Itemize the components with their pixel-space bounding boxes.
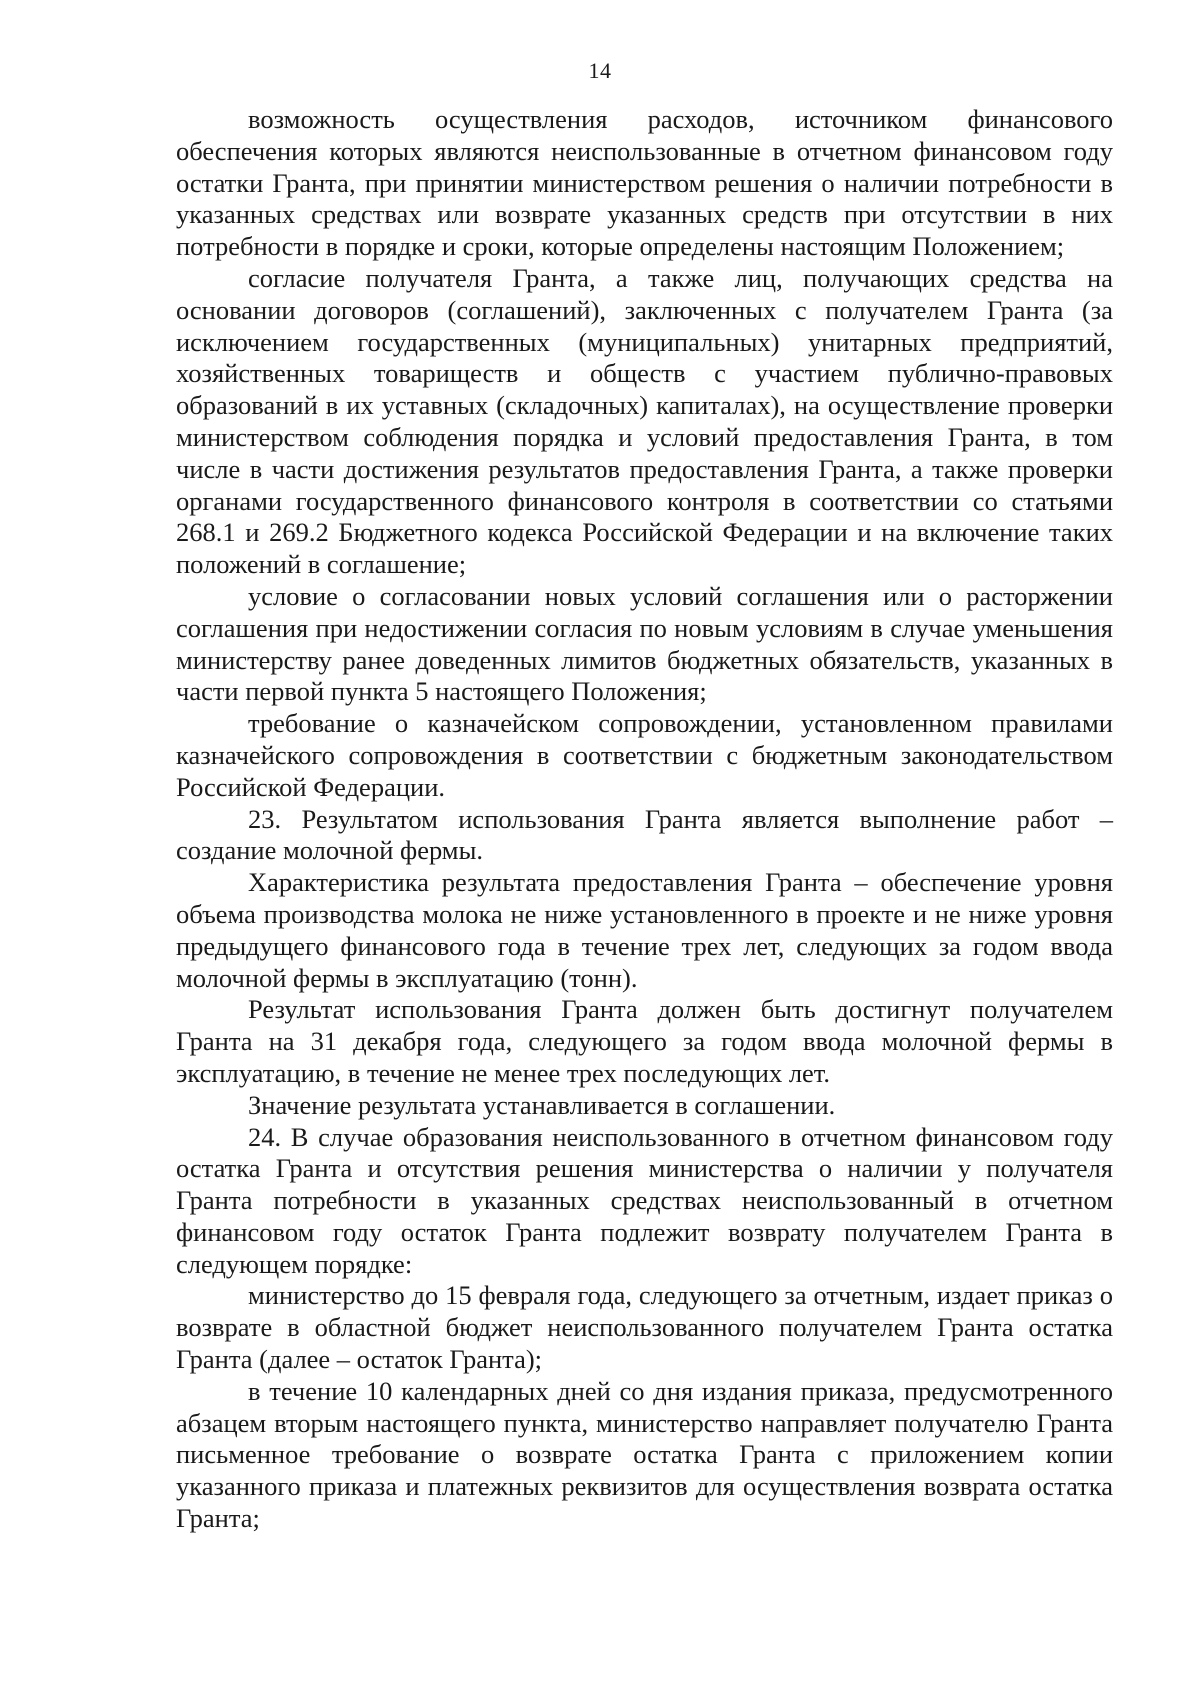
paragraph: Значение результата устанавливается в соглашении. xyxy=(248,1089,836,1120)
document-body xyxy=(176,104,1113,1535)
paragraph: требование о казначейском сопровождении, установленном правилами казначейского сопровождения в соответствии с бюджетным законодательством Российской Федерации. xyxy=(176,708,1113,802)
paragraph: согласие получателя Гранта, а также лиц, получающих средства на основании договоров (соглашений), заключенных с получателем Гранта (за исключением государственных (муниципальных) унитарных предприятий, хозяйственных товариществ и обществ с участием публично-правовых образований в их уставных (складочных) капиталах), на осуществление проверки министерством соблюдения порядка и условий предоставления Гранта, в том числе в части достижения результатов предоставления Гранта, а также проверки органами государственного финансового контроля в соответствии со статьями 268.1 и 269.2 Бюджетного кодекса Российской Федерации и на включение таких положений в соглашение; xyxy=(176,262,1113,580)
paragraph: Результат использования Гранта должен быть достигнут получателем Гранта на 31 декабря года, следующего за годом ввода молочной фермы в эксплуатацию, в течение не менее трех последующих лет. xyxy=(176,994,1113,1088)
paragraph: 24. В случае образования неиспользованного в отчетном финансовом году остатка Гранта и отсутствия решения министерства о наличии у получателя Гранта потребности в указанных средствах неиспользованный в отчетном финансовом году остаток Гранта подлежит возврату получателем Гранта в следующем порядке: xyxy=(176,1121,1113,1279)
paragraph: министерство до 15 февраля года, следующего за отчетным, издает приказ о возврате в областной бюджет неиспользованного получателем Гранта остатка Гранта (далее – остаток Гранта); xyxy=(176,1280,1113,1375)
paragraph: возможность осуществления расходов, источником финансового обеспечения которых являются неиспользованные в отчетном финансовом году остатки Гранта, при принятии министерством решения о наличии потребности в указанных средствах или возврате указанных средств при отсутствии в них потребности в порядке и сроки, которые определены настоящим Положением; xyxy=(176,104,1113,262)
paragraph: Характеристика результата предоставления Гранта – обеспечение уровня объема производства молока не ниже установленного в проекте и не ниже уровня предыдущего финансового года в течение трех лет, следующих за годом ввода молочной фермы в эксплуатацию (тонн). xyxy=(176,867,1113,993)
page-number: 14 xyxy=(588,58,612,83)
paragraph: 23. Результатом использования Гранта является выполнение работ – создание молочной фермы. xyxy=(176,803,1113,866)
paragraph: в течение 10 календарных дней со дня издания приказа, предусмотренного абзацем вторым настоящего пункта, министерство направляет получателю Гранта письменное требование о возврате остатка Гранта с приложением копии указанного приказа и платежных реквизитов для осуществления возврата остатка Гранта; xyxy=(176,1375,1113,1534)
paragraph: условие о согласовании новых условий соглашения или о расторжении соглашения при недостижении согласия по новым условиям в случае уменьшения министерству ранее доведенных лимитов бюджетных обязательств, указанных в части первой пункта 5 настоящего Положения; xyxy=(176,580,1113,707)
